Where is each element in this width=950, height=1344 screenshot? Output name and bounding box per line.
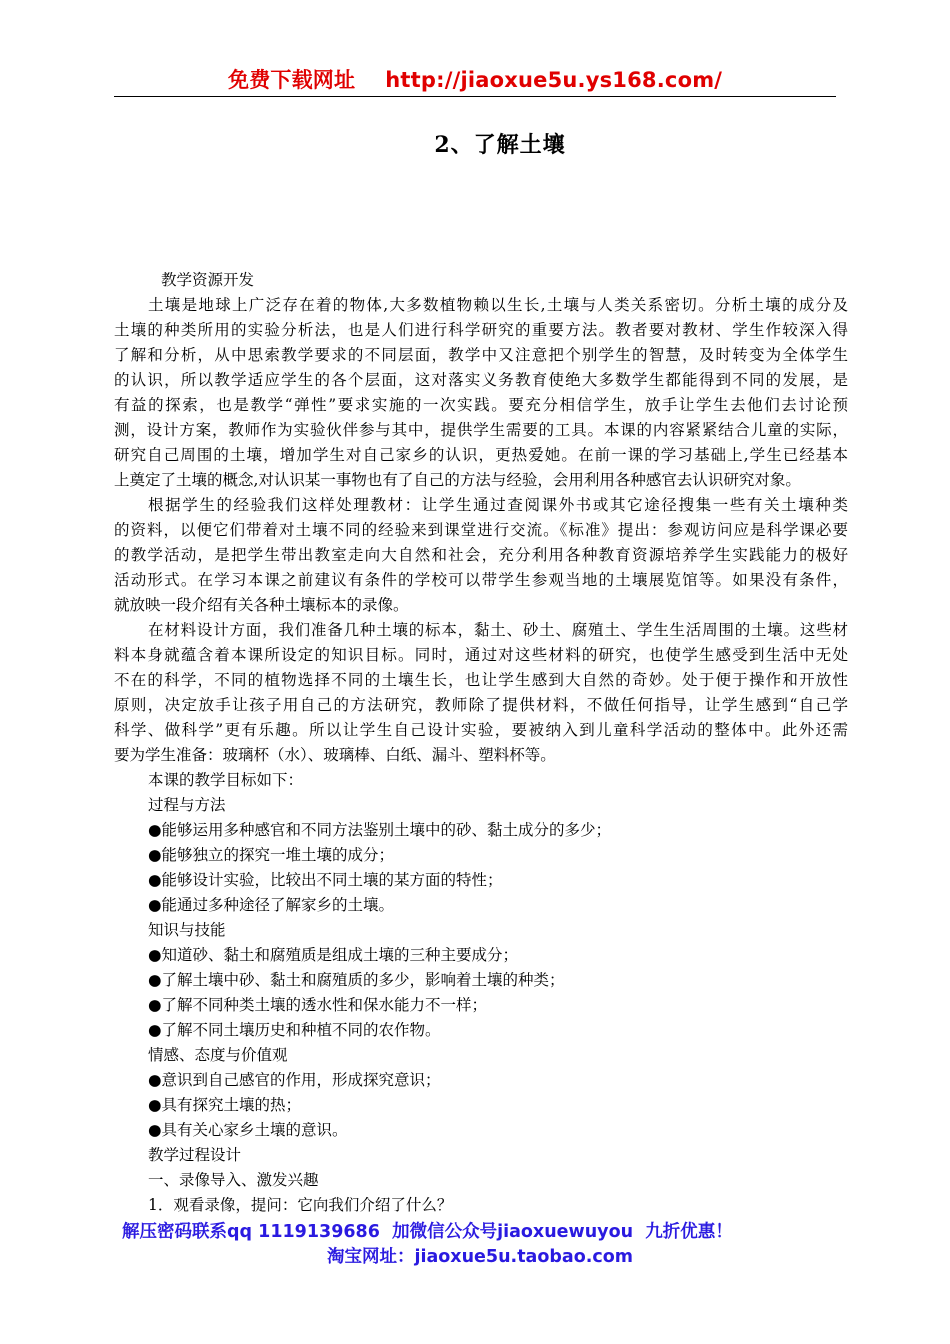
body-line: 根据学生的经验我们这样处理教材：让学生通过查阅课外书或其它途径搜集一些有关土壤种类 [148, 496, 848, 514]
body-line: 的资料，以便它们带着对土壤不同的经验来到课堂进行交流。《标准》提出：参观访问应是科学课必要 [114, 521, 848, 539]
body-line: ●了解不同种类土壤的透水性和保水能力不一样； [148, 996, 488, 1014]
body-line: 测，设计方案，教师作为实验伙伴参与其中，提供学生需要的工具。本课的内容紧紧结合儿童的实际， [114, 421, 848, 439]
body-line: ●能通过多种途径了解家乡的土壤。 [148, 896, 395, 914]
body-line: ●能够独立的探究一堆土壤的成分； [148, 846, 395, 864]
body-line: ●意识到自己感官的作用，形成探究意识； [148, 1071, 441, 1089]
body-line: 一、录像导入、激发兴趣 [148, 1171, 319, 1189]
body-line: ●能够运用多种感官和不同方法鉴别土壤中的砂、黏土成分的多少； [148, 821, 612, 839]
body-line: 原则，决定放手让孩子用自己的方法研究，教师除了提供材料，不做任何指导，让学生感到“自己学 [114, 696, 848, 714]
body-line: 知识与技能 [148, 921, 226, 939]
body-line: ●了解不同土壤历史和种植不同的农作物。 [148, 1021, 441, 1039]
document-body [114, 268, 848, 1218]
body-line: 1．观看录像，提问：它向我们介绍了什么？ [148, 1196, 453, 1214]
body-line: 上奠定了土壤的概念,对认识某一事物也有了自己的方法与经验，会用利用各种感官去认识研究对象。 [114, 471, 801, 489]
body-line: 教学过程设计 [148, 1146, 242, 1164]
body-line: 科学、做科学”更有乐趣。所以让学生自己设计实验，要被纳入到儿童科学活动的整体中。此外还需 [114, 721, 848, 739]
body-line: ●具有关心家乡土壤的意识。 [148, 1121, 348, 1139]
footer-contact-line: 解压密码联系qq 1119139686 加微信公众号jiaoxuewuyou 九折优惠！ [122, 1222, 733, 1242]
document-title: 2、了解土壤 [434, 132, 566, 158]
body-line: 不在的科学，不同的植物选择不同的土壤生长，也让学生感到大自然的奇妙。处于便于操作和开放性 [114, 671, 848, 689]
body-line: 就放映一段介绍有关各种土壤标本的录像。 [114, 596, 409, 614]
body-line: 的教学活动，是把学生带出教室走向大自然和社会，充分利用各种教育资源培养学生实践能力的极好 [114, 546, 848, 564]
header-download-url: 免费下载网址 http://jiaoxue5u.ys168.com/ [228, 68, 723, 92]
page-header [114, 64, 836, 97]
body-line: ●具有探究土壤的热； [148, 1096, 302, 1114]
body-line: 过程与方法 [148, 796, 226, 814]
body-line: 在材料设计方面，我们准备几种土壤的标本，黏土、砂土、腐殖土、学生生活周围的土壤。这些材 [148, 621, 848, 639]
body-line: 有益的探索，也是教学“弹性”要求实施的一次实践。要充分相信学生，放手让学生去他们去讨论预 [114, 396, 848, 414]
body-line: 了解和分析，从中思索教学要求的不同层面，教学中又注意把个别学生的智慧，及时转变为全体学生 [114, 346, 848, 364]
body-line: 料本身就蕴含着本课所设定的知识目标。同时，通过对这些材料的研究，也使学生感受到生活中无处 [114, 646, 848, 664]
body-line: 的认识，所以教学适应学生的各个层面，这对落实义务教育使绝大多数学生都能得到不同的发展，是 [114, 371, 848, 389]
body-line: 土壤的种类所用的实验分析法，也是人们进行科学研究的重要方法。教者要对教材、学生作较深入得 [114, 321, 848, 339]
body-line: 本课的教学目标如下： [148, 771, 304, 789]
body-line: 要为学生准备：玻璃杯（水）、玻璃棒、白纸、漏斗、塑料杯等。 [114, 746, 556, 764]
body-line: 情感、态度与价值观 [148, 1046, 288, 1064]
body-line: 教学资源开发 [161, 271, 255, 289]
body-line: 活动形式。在学习本课之前建议有条件的学校可以带学生参观当地的土壤展览馆等。如果没有条件， [114, 571, 848, 589]
body-line: 土壤是地球上广泛存在着的物体,大多数植物赖以生长,土壤与人类关系密切。分析土壤的成分及 [148, 296, 848, 314]
body-line: ●知道砂、黏土和腐殖质是组成土壤的三种主要成分； [148, 946, 519, 964]
footer-shop-url: 淘宝网址：jiaoxue5u.taobao.com [326, 1247, 634, 1267]
body-line: ●了解土壤中砂、黏土和腐殖质的多少，影响着土壤的种类； [148, 971, 565, 989]
body-line: ●能够设计实验，比较出不同土壤的某方面的特性； [148, 871, 503, 889]
body-line: 研究自己周围的土壤，增加学生对自己家乡的认识，更热爱她。在前一课的学习基础上,学生已经基本 [114, 446, 848, 464]
